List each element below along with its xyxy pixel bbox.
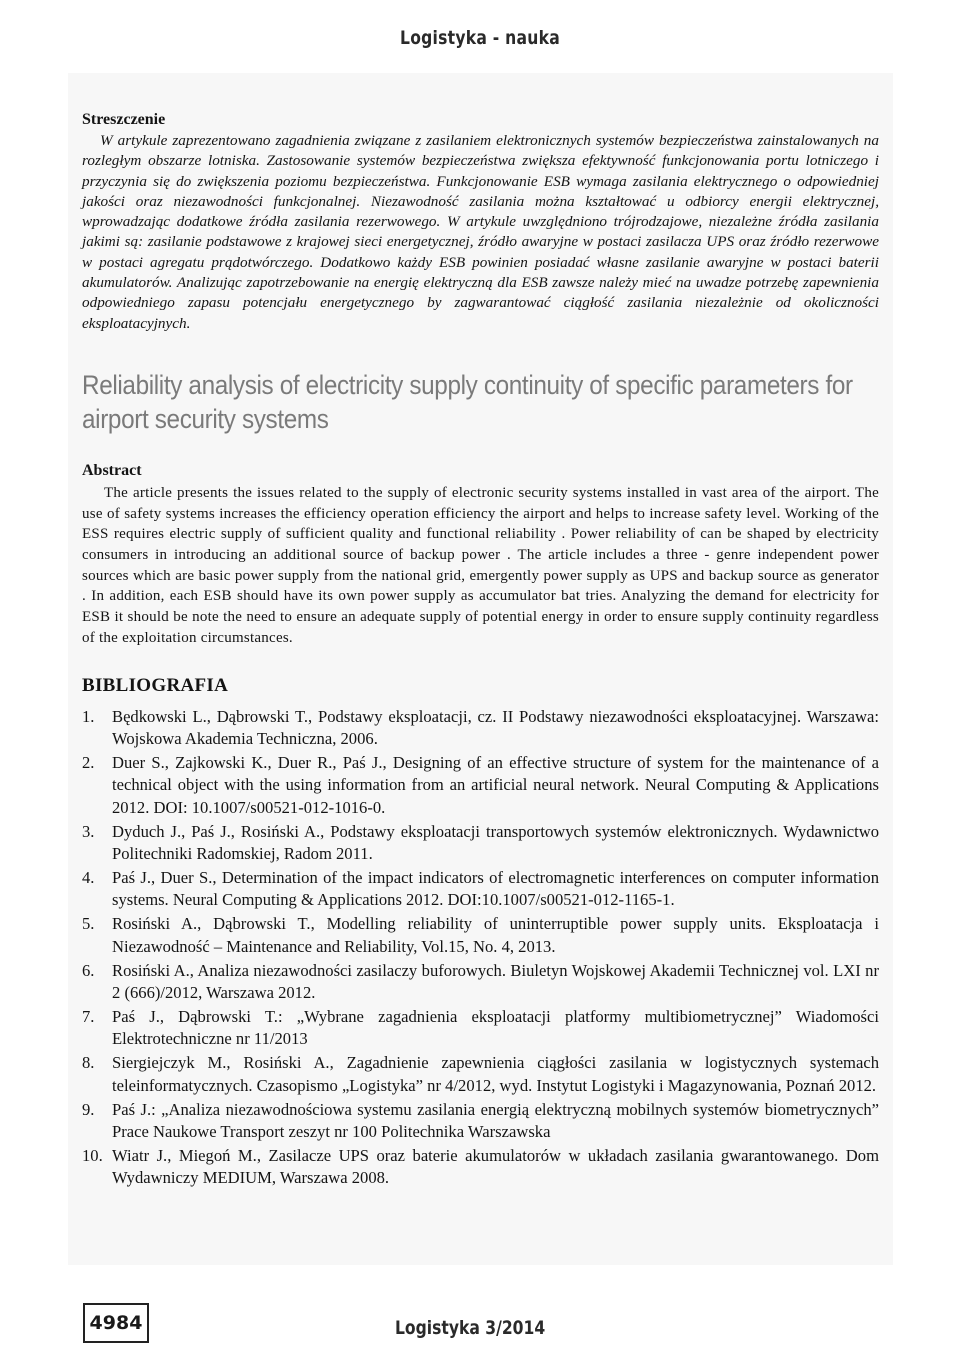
bibliography-item-text: Paś J., Duer S., Determination of the impact indicators of electromagnetic interferences on computer information systems. Neural Computing & Applications 2012. DOI:10.1007/s00521-012-1165-1. — [112, 867, 879, 910]
english-article-title: Reliability analysis of electricity supply continuity of specific parameters for airport security systems — [82, 369, 853, 434]
bibliography-item — [82, 867, 879, 912]
bibliography-item-number: 6. — [82, 960, 95, 980]
bibliography-item-text: Paś J.: „Analiza niezawodnościowa systemu zasilania energią elektryczną mobilnych systemów biometrycznych” Prace Naukowe Transport zeszyt nr 100 Politechnika Warszawska — [112, 1099, 879, 1141]
bibliography-item-number: 1. — [82, 706, 95, 726]
bibliography-item-text: Paś J., Dąbrowski T.: „Wybrane zagadnienia eksploatacji platformy multibiometrycznej” Wiadomości Elektrotechniczne nr 11/2013 — [112, 1006, 879, 1049]
bibliography-item-text: Dyduch J., Paś J., Rosiński A., Podstawy eksploatacji transportowych systemów elektronicznych. Wydawnictwo Politechniki Radomskiej, Radom 2011. — [112, 821, 879, 864]
bibliography-item — [82, 1052, 879, 1097]
bibliography-item — [82, 960, 879, 1005]
page-number: 4984 — [83, 1303, 149, 1343]
bibliography-item-number: 5. — [82, 914, 95, 934]
bibliography-item-text: Siergiejczyk M., Rosiński A., Zagadnienie zapewnienia ciągłości zasilania w logistycznych systemach teleinformatycznych. Czasopismo „Logistyka” nr 4/2012, wyd. Instytut Logistyki i Magazynowania, Poznań 2012. — [112, 1053, 879, 1095]
bibliography-item — [82, 1145, 879, 1190]
abstract-heading: Abstract — [82, 461, 142, 479]
journal-issue-footer: Logistyka 3/2014 — [395, 1317, 546, 1339]
abstract-text: The article presents the issues related to the supply of electronic security systems installed in vast area of the airport. The use of safety systems increases the efficiency operation efficiency the airport and helps to increase safety level. Working of the ESS requires electric supply of sufficient quality and functional reliability . Power reliability of can be shaped by electricity consumers in introducing an additional source of backup power . The article includes a three - genre independent power sources which are basic power supply from the national grid, emergently power supply as UPS and backup source as generator . In addition, each ESB should have its own power supply as accumulator bat tries. Analyzing the demand for electricity for ESB it should be note the need to ensure an adequate supply of potential energy in order to ensure supply continuity regardless of the exploitation circumstances. — [82, 484, 879, 646]
bibliography-item — [82, 752, 879, 819]
bibliography-item-text: Rosiński A., Dąbrowski T., Modelling reliability of uninterruptible power supply units. Eksploatacja i Niezawodność – Maintenance and Reliability, Vol.15, No. 4, 2013. — [112, 914, 879, 956]
bibliography-item — [82, 913, 879, 958]
bibliography-item-number: 8. — [82, 1053, 95, 1073]
bibliography-item-text: Rosiński A., Analiza niezawodności zasilaczy buforowych. Biuletyn Wojskowej Akademii Technicznej vol. LXI nr 2 (666)/2012, Warszawa 2012. — [112, 960, 879, 1002]
bibliography-item-number: 4. — [82, 867, 95, 887]
bibliography-heading: BIBLIOGRAFIA — [82, 674, 229, 696]
bibliography-item-number: 10. — [82, 1145, 103, 1165]
bibliography-item-text: Wiatr J., Miegoń M., Zasilacze UPS oraz baterie akumulatorów w układach zasilania gwarantowanego. Dom Wydawniczy MEDIUM, Warszawa 2008. — [112, 1145, 879, 1188]
bibliography-item — [82, 821, 879, 866]
bibliography-item-text: Będkowski L., Dąbrowski T., Podstawy eksploatacji, cz. II Podstawy niezawodności eksploatacyjnej. Warszawa: Wojskowa Akademia Techniczna, 2006. — [112, 706, 879, 748]
bibliography-item-number: 2. — [82, 752, 95, 772]
summary-text: W artykule zaprezentowano zagadnienia związane z zasilaniem elektronicznych systemów bezpieczeństwa zainstalowanych na rozległym obszarze lotniska. Zastosowanie systemów bezpieczeństwa zwiększa efektywność funkcjonowania portu lotniczego i przyczynia się do zwiększenia poziomu bezpieczeństwa. Funkcjonowanie ESB wymaga zasilania elektrycznego o odpowiedniej jakości oraz niezawodności funkcjonalnej. Niezawodność zasilania można kształtować u odbiorcy energii elektrycznej, wprowadzając dodatkowe źródła zasilania rezerwowego. W artykule uwzględniono trójrodzajowe, niezależne źródła zasilania jakimi są: zasilanie podstawowe z krajowej sieci energetycznej, źródło awaryjne w postaci zasilacza UPS oraz źródło rezerwowe w postaci agregatu prądotwórczego. Dodatkowo każdy ESB powinien posiadać własne zasilanie awaryjne w postaci baterii akumulatorów. Analizując zapotrzebowanie na energię elektryczną dla ESB zawsze należy mieć na uwadze potrzebę zapewnienia odpowiedniego zapasu potencjału energetycznego by zagwarantować ciągłość zasilania niezależnie od okoliczności eksploatacyjnych. — [82, 132, 879, 332]
bibliography-item-number: 3. — [82, 821, 95, 841]
bibliography-item — [82, 706, 879, 751]
article-content — [68, 73, 893, 1265]
summary-heading: Streszczenie — [82, 111, 166, 128]
bibliography-item — [82, 1006, 879, 1051]
bibliography-item-number: 9. — [82, 1099, 95, 1119]
bibliography-item — [82, 1099, 879, 1144]
bibliography-item-text: Duer S., Zajkowski K., Duer R., Paś J., Designing of an effective structure of system for the maintenance of a technical object with the using information from an artificial neural network. Neural Computing & Applications 2012. DOI: 10.1007/s00521-012-1016-0. — [112, 752, 879, 817]
bibliography-list — [82, 706, 879, 1190]
bibliography-item-number: 7. — [82, 1006, 95, 1026]
journal-section-header: Logistyka - nauka — [400, 27, 560, 49]
